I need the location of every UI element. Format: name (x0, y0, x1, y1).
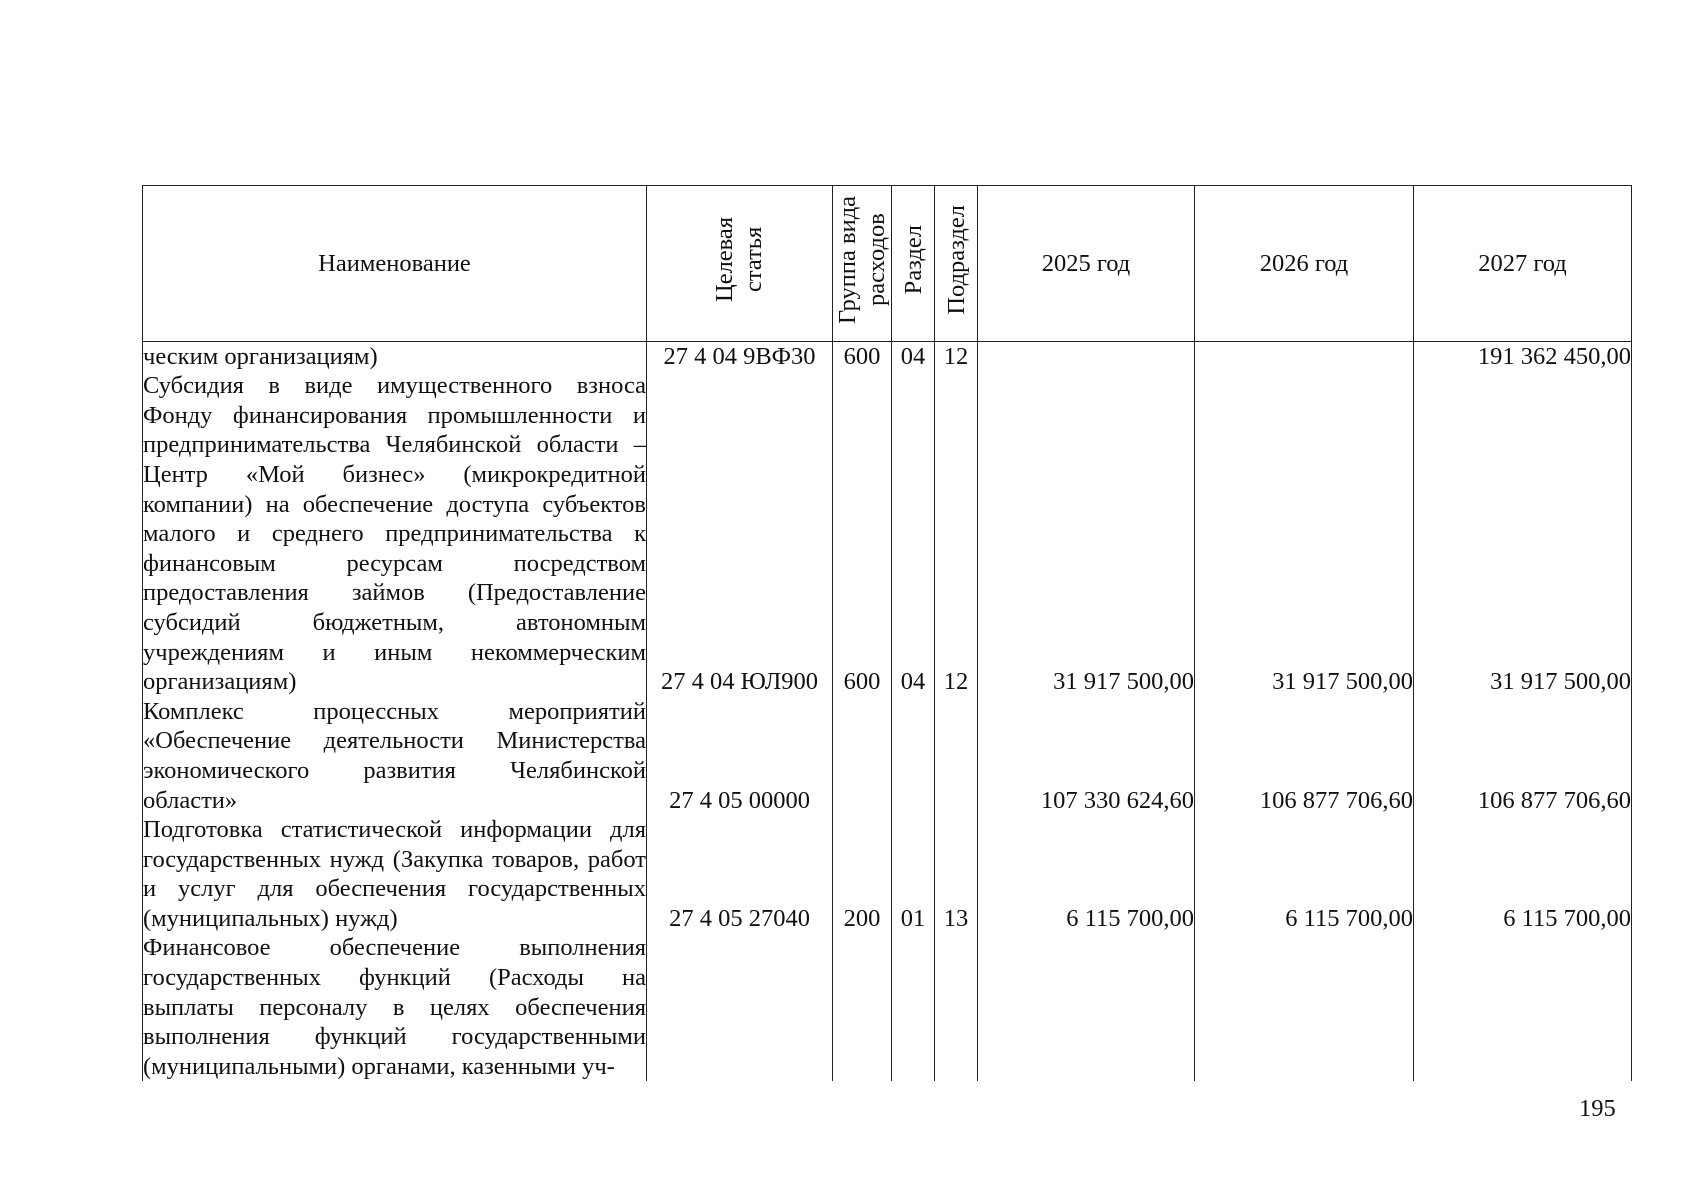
header-expense-group-text: Группа вида расходов (834, 195, 890, 324)
row-amount-2025: 6 115 700,00 (978, 815, 1195, 933)
row-expense-group: 200 (833, 815, 892, 933)
row-amount-2027: 191 362 450,00 (1414, 341, 1632, 371)
row-subsection: 13 (935, 815, 978, 933)
row-amount-2026: 31 917 500,00 (1195, 371, 1414, 697)
header-name: Наименование (143, 186, 647, 342)
row-section: 04 (892, 371, 935, 697)
row-amount-2025 (978, 341, 1195, 371)
header-2026: 2026 год (1195, 186, 1414, 342)
row-expense-group: 600 (833, 341, 892, 371)
header-section-text: Раздел (899, 224, 927, 295)
header-2025: 2025 год (978, 186, 1195, 342)
table-row (143, 371, 1632, 697)
row-name: Комплекс процессных мероприятий «Обеспечение деятельности Министерства экономического развития Челябинской области» (143, 697, 646, 814)
table-row (143, 815, 1632, 933)
header-subsection-text: Подраздел (942, 204, 970, 315)
row-amount-2026: 6 115 700,00 (1195, 815, 1414, 933)
header-section (892, 186, 935, 342)
page-number: 195 (1579, 1095, 1616, 1122)
row-name: ческим организациям) (143, 341, 647, 371)
row-target-article: 27 4 04 ЮЛ900 (647, 371, 833, 697)
row-amount-2027: 6 115 700,00 (1414, 815, 1632, 933)
row-amount-2026 (1195, 933, 1414, 1081)
row-target-article (647, 933, 833, 1081)
header-target-article-text: Целевая статья (710, 216, 767, 303)
table-row (143, 933, 1632, 1081)
row-section: 01 (892, 815, 935, 933)
row-expense-group (833, 697, 892, 815)
row-subsection (935, 697, 978, 815)
row-amount-2026 (1195, 341, 1414, 371)
row-section (892, 697, 935, 815)
row-section (892, 933, 935, 1081)
row-expense-group: 600 (833, 371, 892, 697)
row-target-article: 27 4 04 9ВФ30 (647, 341, 833, 371)
table-row (143, 697, 1632, 815)
budget-table (142, 185, 1632, 1081)
header-2027: 2027 год (1414, 186, 1632, 342)
row-target-article: 27 4 05 00000 (647, 697, 833, 815)
row-amount-2027: 31 917 500,00 (1414, 371, 1632, 697)
row-amount-2025: 31 917 500,00 (978, 371, 1195, 697)
row-amount-2026: 106 877 706,60 (1195, 697, 1414, 815)
row-subsection: 12 (935, 341, 978, 371)
row-name: Подготовка статистической информации для государственных нужд (Закупка товаров, работ и услуг для обеспечения государственных (муниципальных) нужд) (143, 816, 646, 932)
table-row (143, 341, 1632, 371)
header-expense-group (833, 186, 892, 342)
row-amount-2025 (978, 933, 1195, 1081)
row-name: Финансовое обеспечение выполнения государственных функций (Расходы на выплаты персоналу в целях обеспечения выполнения функций государственными (муниципальными) органами, казенными уч- (143, 934, 646, 1080)
header-target-article (647, 186, 833, 342)
row-amount-2027 (1414, 933, 1632, 1081)
row-amount-2025: 107 330 624,60 (978, 697, 1195, 815)
row-name: Субсидия в виде имущественного взноса Фонду финансирования промышленности и предпринимательства Челябинской области – Центр «Мой бизнес» (микрокредитной компании) на обеспечение доступа субъектов малого и среднего предпринимательства к финансовым ресурсам посредством предоставления займов (Предоставление субсидий бюджетным, автономным учреждениям и иным некоммерческим организациям) (143, 372, 646, 696)
header-subsection (935, 186, 978, 342)
row-expense-group (833, 933, 892, 1081)
row-subsection (935, 933, 978, 1081)
row-subsection: 12 (935, 371, 978, 697)
row-amount-2027: 106 877 706,60 (1414, 697, 1632, 815)
row-section: 04 (892, 341, 935, 371)
header-row (143, 186, 1632, 342)
row-target-article: 27 4 05 27040 (647, 815, 833, 933)
